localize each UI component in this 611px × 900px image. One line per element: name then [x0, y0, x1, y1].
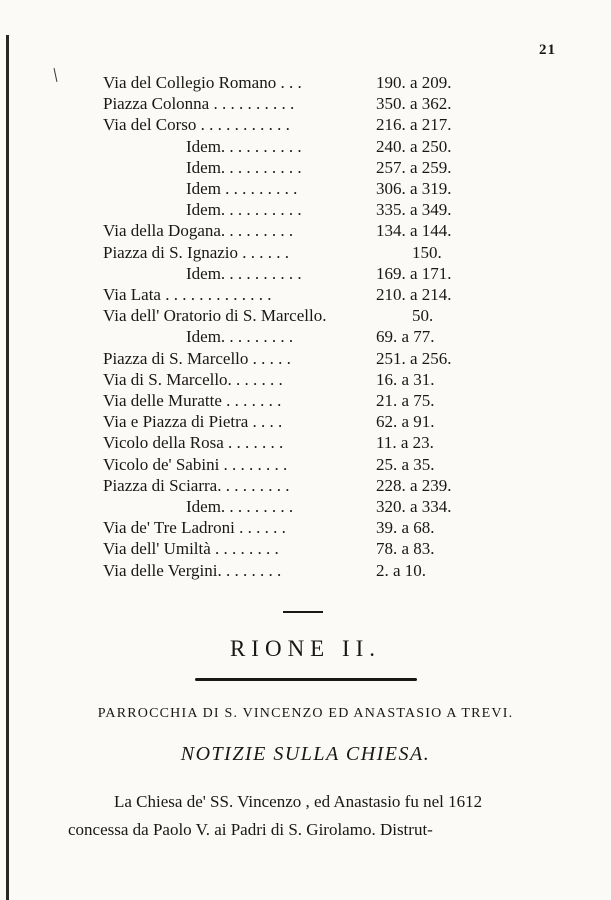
house-numbers: 320. a 334. [376, 497, 452, 516]
house-numbers: 25. a 35. [376, 454, 435, 474]
house-numbers: 350. a 362. [376, 94, 452, 114]
index-row [0, 114, 611, 136]
index-row [0, 220, 611, 242]
house-numbers: 2. a 10. [376, 560, 427, 580]
index-row [0, 199, 611, 221]
parish-heading: PARROCCHIA DI S. VINCENZO ED ANASTASIO A TREVI. [97, 706, 514, 721]
house-numbers: 50. [412, 306, 434, 326]
index-row [0, 136, 611, 158]
street-name: Piazza di S. Marcello . . . . . [103, 348, 291, 368]
house-numbers: 69. a 77. [376, 327, 435, 347]
street-name: Via di S. Marcello. . . . . . . [103, 369, 283, 389]
street-name: Idem. . . . . . . . . . [186, 157, 302, 177]
index-row [0, 242, 611, 264]
house-numbers: 21. a 75. [376, 391, 435, 410]
index-row [0, 475, 611, 497]
street-name: Via dell' Umiltà . . . . . . . . [103, 539, 279, 559]
index-row [0, 284, 611, 306]
house-numbers: 134. a 144. [376, 221, 452, 241]
house-numbers: 16. a 31. [376, 369, 435, 389]
house-numbers: 306. a 319. [376, 179, 452, 198]
house-numbers: 228. a 239. [376, 475, 452, 495]
house-numbers: 216. a 217. [376, 115, 452, 135]
street-name: Idem. . . . . . . . . . [186, 263, 302, 283]
index-row [0, 263, 611, 285]
body-line: La Chiesa de' SS. Vincenzo , ed Anastasio fu nel 1612 [114, 792, 483, 811]
street-name: Via del Collegio Romano . . . [103, 73, 302, 92]
index-row [0, 178, 611, 200]
street-name: Via della Dogana. . . . . . . . . [103, 221, 294, 241]
page-number: 21 [539, 42, 556, 58]
index-row [0, 517, 611, 539]
street-name: Via e Piazza di Pietra . . . . [103, 412, 283, 432]
index-row [0, 390, 611, 412]
house-numbers: 39. a 68. [376, 518, 435, 538]
house-numbers: 251. a 256. [376, 348, 452, 368]
index-row [0, 538, 611, 560]
house-numbers: 11. a 23. [376, 433, 434, 453]
body-line: concessa da Paolo V. ai Padri di S. Girolamo. Distrut- [68, 820, 433, 839]
street-name: Via dell' Oratorio di S. Marcello. [103, 306, 327, 326]
house-numbers: 169. a 171. [376, 263, 452, 283]
house-numbers: 335. a 349. [376, 200, 452, 220]
index-row [0, 348, 611, 370]
index-row [0, 93, 611, 115]
street-name: Idem . . . . . . . . . [186, 179, 298, 198]
street-name: Via del Corso . . . . . . . . . . . [103, 115, 290, 135]
house-numbers: 78. a 83. [376, 539, 435, 559]
street-name: Piazza di S. Ignazio . . . . . . [103, 242, 290, 262]
section-title: RIONE II. [229, 636, 382, 661]
house-numbers: 257. a 259. [376, 157, 452, 177]
street-name: Via de' Tre Ladroni . . . . . . [103, 518, 286, 538]
house-numbers: 150. [412, 242, 442, 262]
street-name: Idem. . . . . . . . . [186, 327, 294, 347]
street-name: Piazza Colonna . . . . . . . . . . [103, 94, 295, 114]
house-numbers: 62. a 91. [376, 412, 435, 432]
house-numbers: 210. a 214. [376, 285, 452, 304]
street-name: Via delle Vergini. . . . . . . . [103, 560, 282, 580]
body-paragraph [68, 788, 558, 844]
street-name: Vicolo della Rosa . . . . . . . [103, 433, 284, 453]
street-name: Idem. . . . . . . . . . [186, 136, 302, 156]
street-name: Idem. . . . . . . . . [186, 497, 294, 516]
street-name: Idem. . . . . . . . . . [186, 200, 302, 220]
separator-rule [283, 611, 323, 613]
index-row [0, 72, 611, 94]
index-row [0, 369, 611, 391]
house-numbers: 190. a 209. [376, 73, 452, 92]
index-row [0, 560, 611, 582]
house-numbers: 240. a 250. [376, 136, 452, 156]
index-row [0, 326, 611, 348]
notes-heading: NOTIZIE SULLA CHIESA. [180, 743, 431, 765]
decorative-rule [195, 678, 417, 681]
index-row [0, 305, 611, 327]
index-row [0, 496, 611, 518]
index-row [0, 432, 611, 454]
street-name: Piazza di Sciarra. . . . . . . . . [103, 475, 290, 495]
index-row [0, 411, 611, 433]
street-name: Via Lata . . . . . . . . . . . . . [103, 285, 272, 304]
street-name: Via delle Muratte . . . . . . . [103, 391, 282, 410]
street-name: Vicolo de' Sabini . . . . . . . . [103, 454, 288, 474]
index-row [0, 157, 611, 179]
index-row [0, 454, 611, 476]
